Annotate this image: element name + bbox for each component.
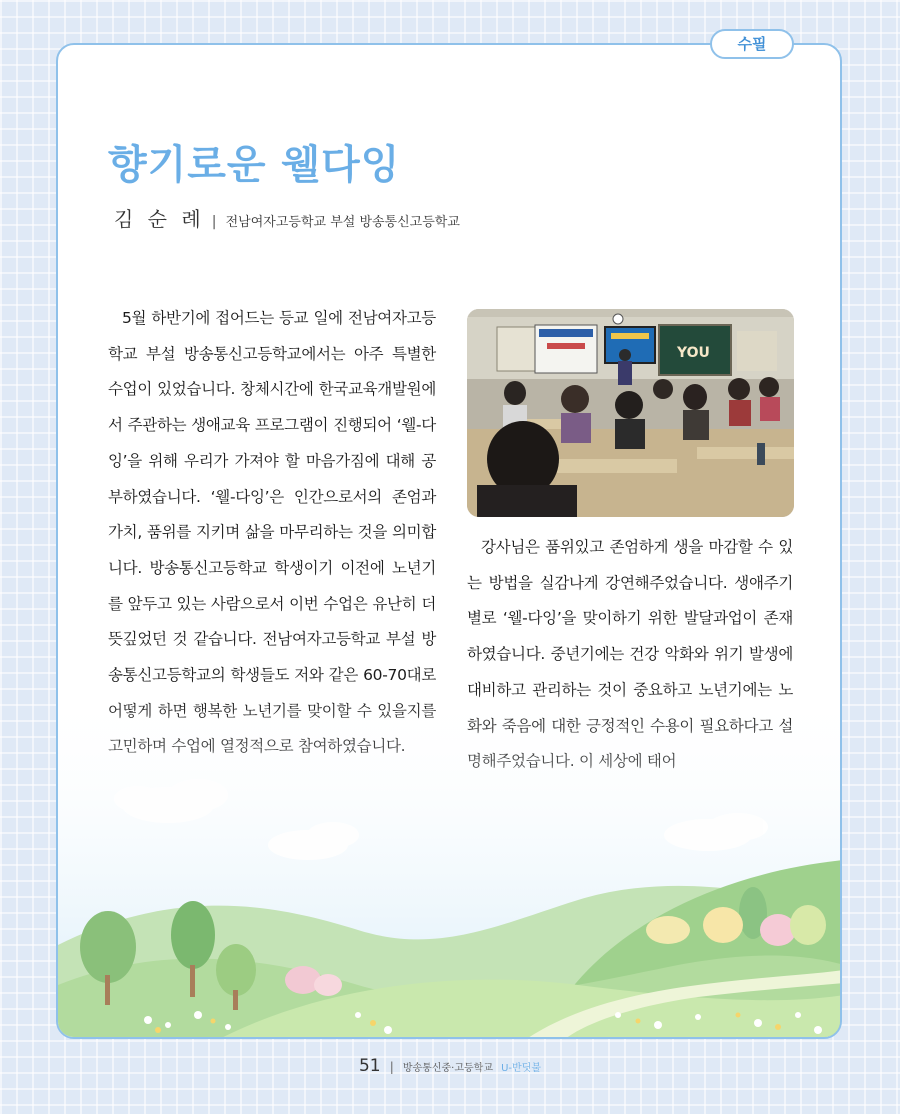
footer-separator: | [389,1060,394,1074]
category-tab: 수필 [710,29,794,59]
chalkboard-text: YOU [677,345,710,361]
landscape-illustration [58,685,842,1039]
page-footer [0,1056,900,1076]
article-title: 향기로운 웰다잉 [108,142,401,188]
publisher-name: 방송통신중·고등학교 [402,1063,493,1074]
body-paragraph-left: 5월 하반기에 접어드는 등교 일에 전남여자고등학교 부설 방송통신고등학교에서는 아주 특별한 수업이 있었습니다. 창체시간에 한국교육개발원에서 주관하는 생애교육 프로그램이 진행되어 ‘웰-다잉’을 위해 우리가 가져야 할 마음가짐에 대해 공부하였습니다. ‘웰-다잉’은 인간으로서의 존엄과 가치, 품위를 지키며 삶을 마무리하는 것을 의미합니다. 방송통신고등학교 학생이기 이전에 노년기를 앞두고 있는 사람으로서 이번 수업은 유난히 더 뜻깊었던 것 같습니다. 전남여자고등학교 부설 방송통신고등학교의 학생들도 저와 같은 60-70대로 [108,309,436,685]
body-paragraph-right: 강사님은 품위있고 존엄하게 생을 마감할 수 있는 방법을 실감나게 강연해주었습니다. 생애주기별로 ‘웰-다잉’을 맞이하기 위한 발달과업이 존재하였습니다. 중년기에는 건강 악화와 위기 발생에 [467,538,793,664]
author-name: 김 순 례 [114,207,205,231]
page-number: 51 [358,1056,381,1076]
classroom-photo [467,309,794,517]
byline [114,203,460,232]
author-affiliation: 전남여자고등학교 부설 방송통신고등학교 [225,215,460,230]
byline-separator: | [211,214,217,230]
article-card [56,43,842,1039]
magazine-name: U-반딧불 [501,1063,541,1074]
